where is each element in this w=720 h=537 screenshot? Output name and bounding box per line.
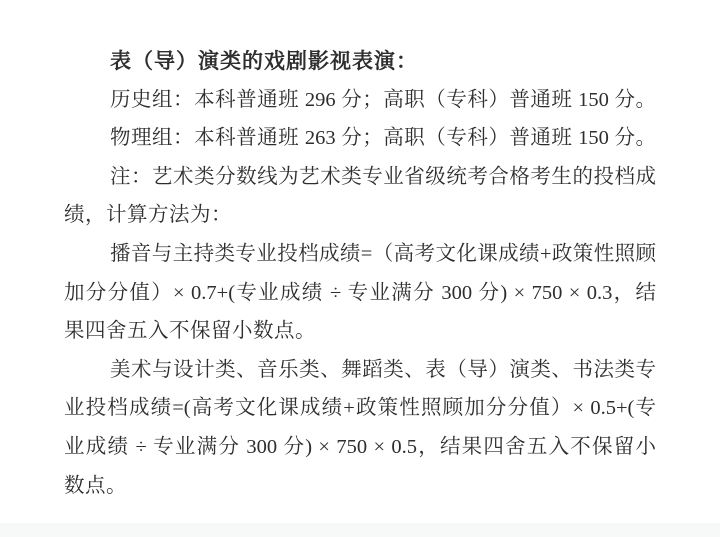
text-line-history-group: 历史组：本科普通班 296 分；高职（专科）普通班 150 分。 [110,88,656,111]
text-line-broadcast-formula-3: 果四舍五入不保留小数点。 [64,320,316,343]
text-line-broadcast-formula-2: 加分分值）× 0.7+(专业成绩 ÷ 专业满分 300 分) × 750 × 0.3，结 [64,281,656,304]
text-line-note-start: 注：艺术类分数线为艺术类专业省级统考合格考生的投档成 [110,165,656,188]
text-line-art-formula-4: 数点。 [64,474,127,497]
text-line-art-formula-3: 业成绩 ÷ 专业满分 300 分) × 750 × 0.5，结果四舍五入不保留小 [64,435,656,458]
text-line-broadcast-formula-1: 播音与主持类专业投档成绩=（高考文化课成绩+政策性照顾 [110,242,656,265]
text-line-physics-group: 物理组：本科普通班 263 分；高职（专科）普通班 150 分。 [110,127,656,150]
text-line-art-formula-2: 业投档成绩=(高考文化课成绩+政策性照顾加分分值）× 0.5+(专 [64,397,656,420]
text-block [64,42,656,505]
section-heading: 表（导）演类的戏剧影视表演： [110,49,418,73]
text-line-art-formula-1: 美术与设计类、音乐类、舞蹈类、表（导）演类、书法类专 [110,358,656,381]
text-line-note-end: 绩，计算方法为： [64,204,232,227]
